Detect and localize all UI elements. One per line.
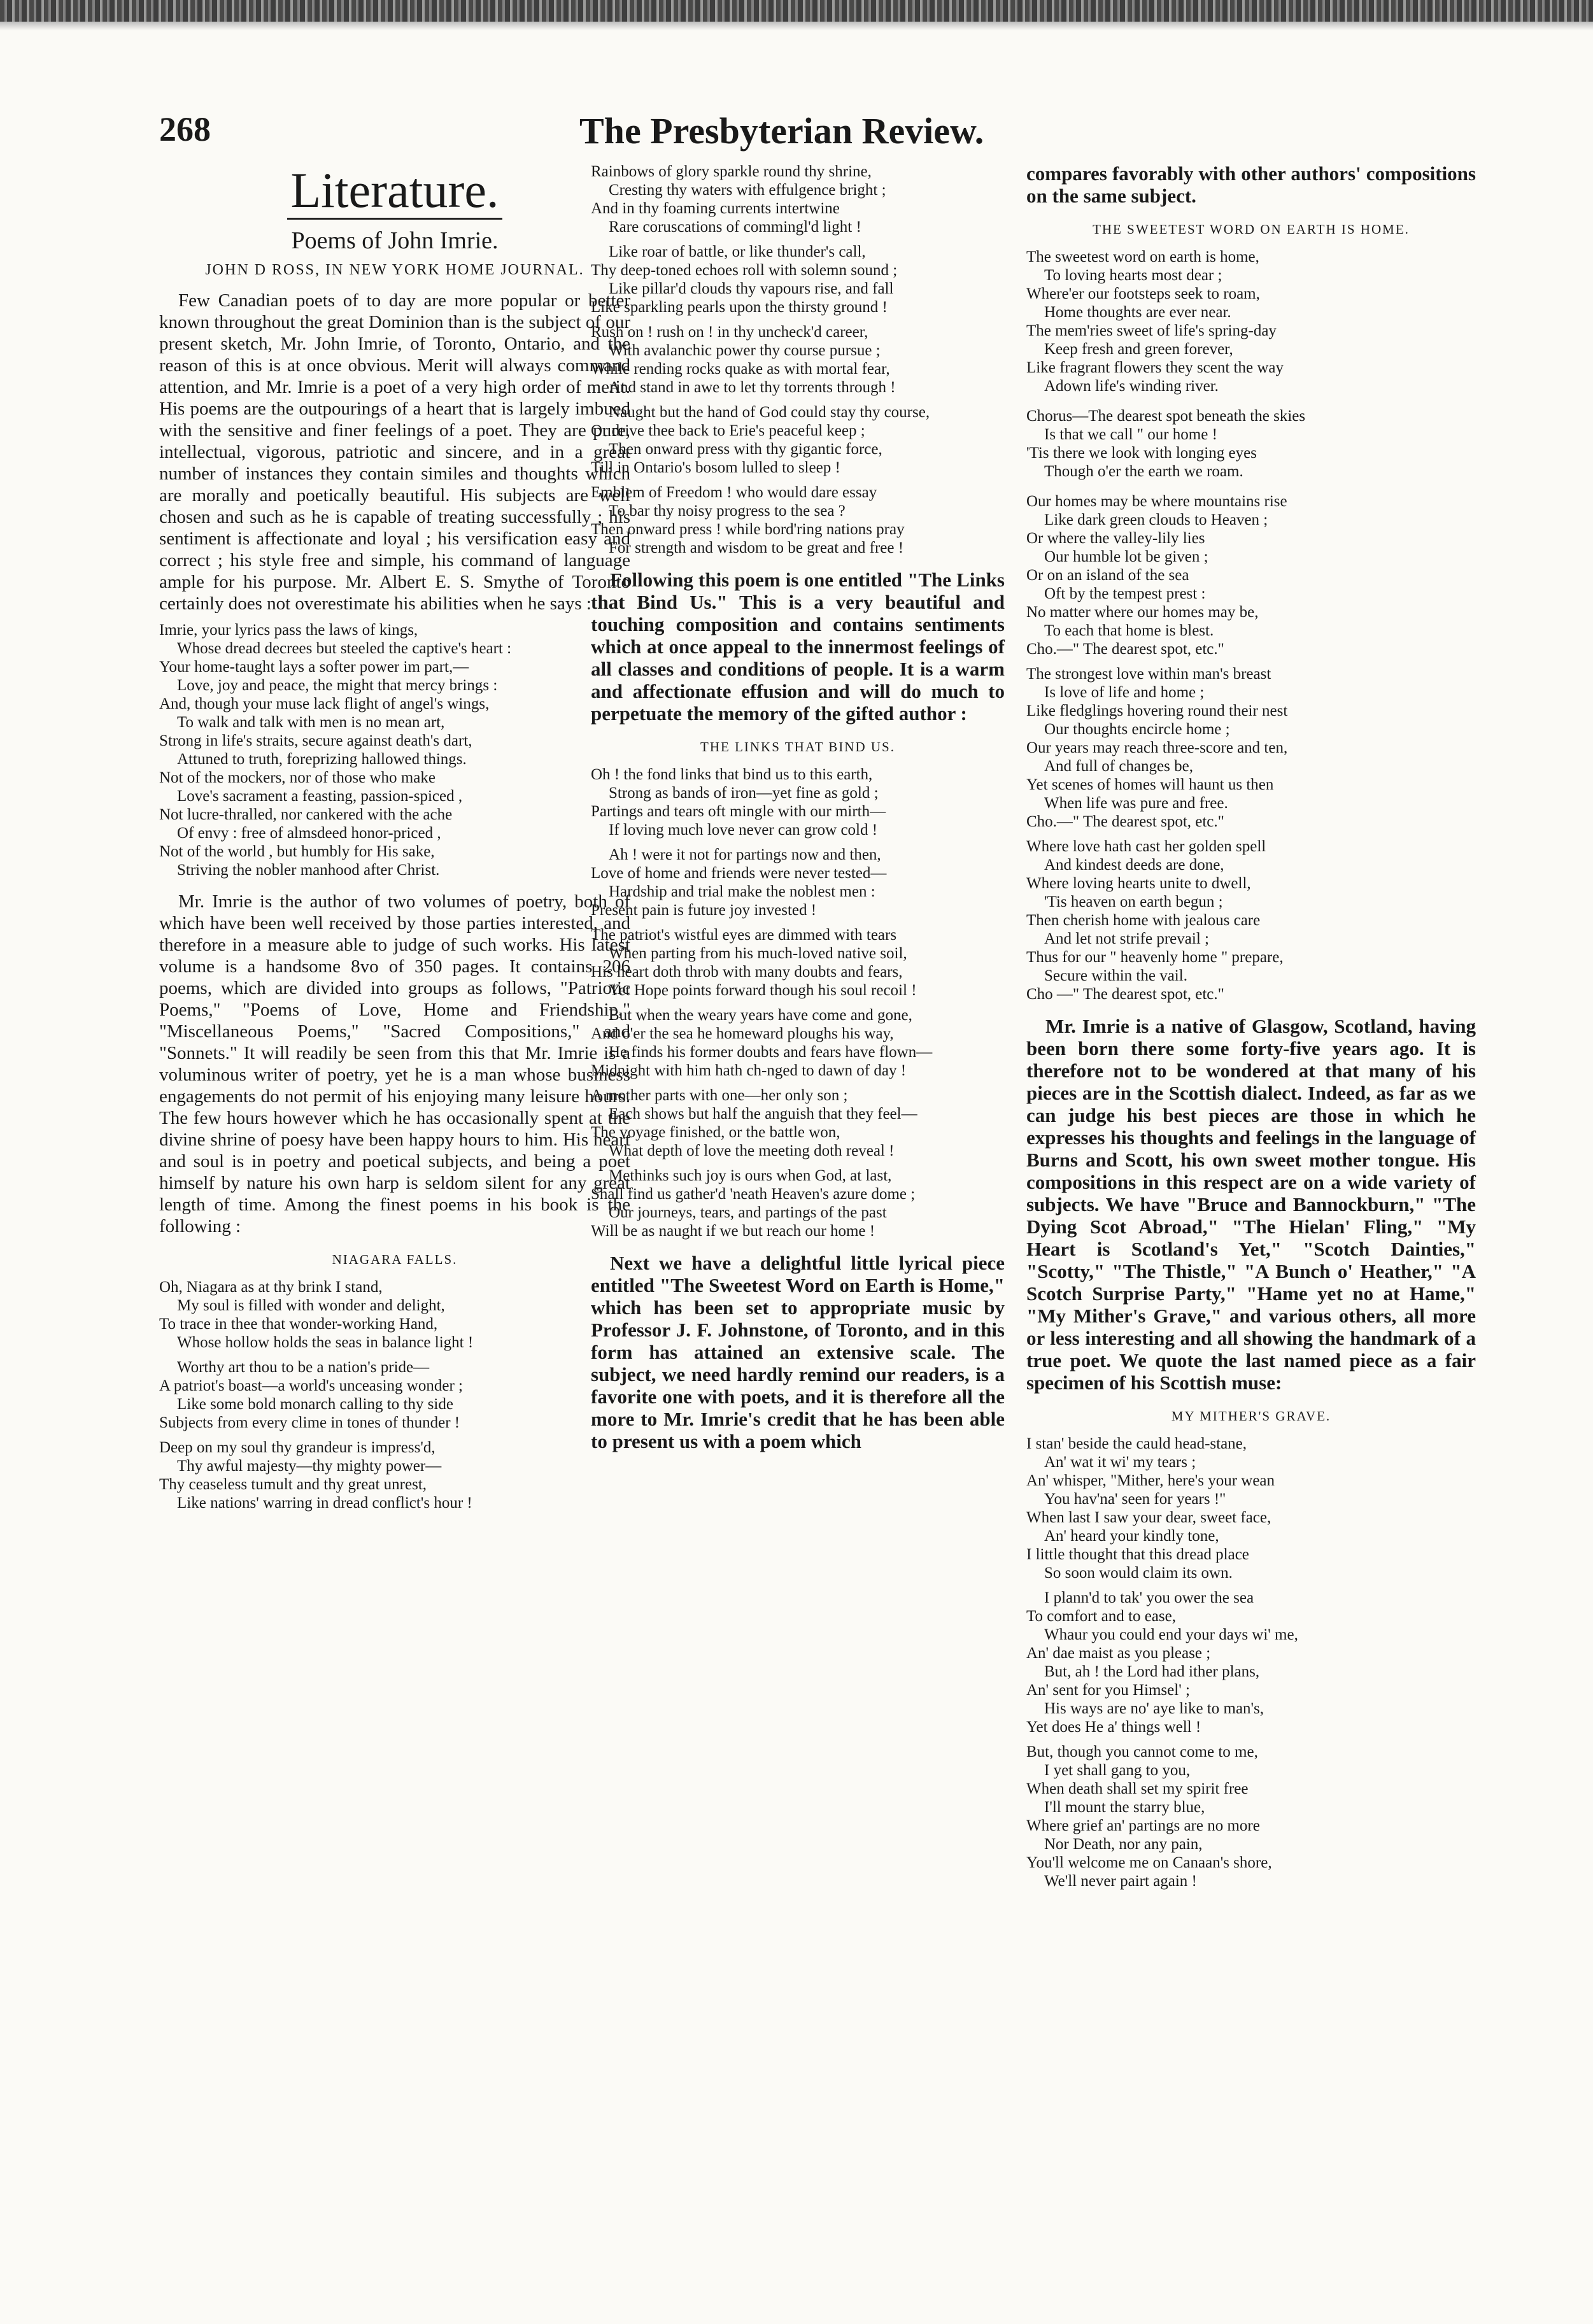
poem-line: His ways are no' aye like to man's, xyxy=(1044,1700,1264,1717)
poem-line: The voyage finished, or the battle won, xyxy=(591,1124,840,1141)
volumes-paragraph: Mr. Imrie is the author of two volumes of poetry, both of which have been well received by those parties interested, and therefore in a measure able to judge of such works. His latest volume is a handsome 8vo of 350 pages. It contains 206 poems, which are divided into groups as follows, "Patriotic Poems," "Poems of Love, Home and Friendship," "Miscellaneous Poems," "Sacred Compositions," and "Sonnets." It will readily be seen from this that Mr. Imrie is a voluminous writer of poetry, yet he is a man whose business engagements do not permit of his enjoying many leisure hours. The few hours however which he has occasionally spent at the divine shrine of poesy have been happy hours to him. His heart and soul is in poetry and poetical subjects, and being a poet himself by nature his own harp is seldom silent for any great length of time. Among the finest poems in his book is the following : xyxy=(159,891,630,1236)
poem-line: Then onward press ! while bord'ring nations pray xyxy=(591,521,905,538)
poem-line: Methinks such joy is ours when God, at last, xyxy=(609,1167,892,1184)
poem-line: Or where the valley-lily lies xyxy=(1026,530,1205,547)
poem-line: Will be as naught if we but reach our home ! xyxy=(591,1222,875,1240)
poem-line: Striving the nobler manhood after Christ. xyxy=(177,861,440,879)
poem-line: Like nations' warring in dread conflict's hour ! xyxy=(177,1494,472,1512)
poem-line: When parting from his much-loved native soil, xyxy=(609,945,907,962)
section-heading: Literature. xyxy=(159,162,630,218)
poem-line: Midnight with him hath ch-nged to dawn of day ! xyxy=(591,1062,907,1079)
poem-line: Subjects from every clime in tones of thunder ! xyxy=(159,1414,460,1431)
poem-line: To bar thy noisy progress to the sea ? xyxy=(609,502,846,520)
poem-line: Whose dread decrees but steeled the captive's heart : xyxy=(177,640,512,657)
poem-line xyxy=(591,477,1005,483)
poem-line: The sweetest word on earth is home, xyxy=(1026,248,1259,266)
poem-line xyxy=(591,919,1005,926)
poem-line: Where'er our footsteps seek to roam, xyxy=(1026,285,1260,302)
poem-niagara-continued xyxy=(591,162,1005,557)
poem-line: Worthy art thou to be a nation's pride— xyxy=(177,1359,430,1376)
poem-line: To each that home is blest. xyxy=(1044,622,1214,639)
poem-line: But when the weary years have come and gone, xyxy=(609,1007,912,1024)
poem-line: And stand in awe to let thy torrents through ! xyxy=(609,379,896,396)
poem-line: Though o'er the earth we roam. xyxy=(1044,463,1243,480)
sweetest-intro-paragraph: Next we have a delightful little lyrical piece entitled "The Sweetest Word on Earth is Home," which has been set to appropriate music by Professor J. F. Johnstone, of Toronto, and in this form has attained an extensive scale. The subject, we need hardly remind our readers, is a favorite one with poets, and it is therefore all the more to Mr. Imrie's credit that he has been able to present us with a poem which xyxy=(591,1252,1005,1452)
poem-line xyxy=(591,397,1005,403)
poem-line: Cho —" The dearest spot, etc." xyxy=(1026,986,1224,1003)
poem-line: Rare coruscations of commingl'd light ! xyxy=(609,218,861,236)
poem-line: Our years may reach three-score and ten, xyxy=(1026,739,1288,756)
poem-line: Yet Hope points forward though his soul recoil ! xyxy=(609,982,917,999)
poem-line: Like roar of battle, or like thunder's call, xyxy=(609,243,866,260)
poem-line: To walk and talk with men is no mean art, xyxy=(177,714,445,731)
poem-line: Yet scenes of homes will haunt us then xyxy=(1026,776,1274,793)
poem-line: With avalanchic power thy course pursue ; xyxy=(609,342,881,359)
poem-line: While rending rocks quake as with mortal fear, xyxy=(591,360,890,378)
poem-line: I little thought that this dread place xyxy=(1026,1546,1249,1563)
poem-line: Our thoughts encircle home ; xyxy=(1044,721,1230,738)
poem-sweetest xyxy=(1026,248,1476,395)
journal-title: The Presbyterian Review. xyxy=(579,110,984,152)
poem-line xyxy=(591,236,1005,243)
poem-line: An' wat it wi' my tears ; xyxy=(1044,1454,1196,1471)
poem-line: Like fledglings hovering round their nest xyxy=(1026,702,1288,719)
poem-line: Oft by the tempest prest : xyxy=(1044,585,1206,602)
poem-line: Whaur you could end your days wi' me, xyxy=(1044,1626,1298,1643)
poem-line: And o'er the sea he homeward ploughs his way, xyxy=(591,1025,894,1042)
poem-line: If loving much love never can grow cold ! xyxy=(609,821,878,839)
poem-line: Like sparkling pearls upon the thirsty ground ! xyxy=(591,299,888,316)
poem-line xyxy=(1026,1736,1476,1743)
poem-line: Like fragrant flowers they scent the way xyxy=(1026,359,1284,376)
poem-line: Then onward press with thy gigantic force, xyxy=(609,441,882,458)
poem-line: Is love of life and home ; xyxy=(1044,684,1205,701)
poem-line: And, though your muse lack flight of angel's wings, xyxy=(159,695,490,712)
poem-line: Or on an island of the sea xyxy=(1026,567,1189,584)
poem-grave xyxy=(1026,1435,1476,1890)
poem-line: He finds his former doubts and fears have flown— xyxy=(609,1044,933,1061)
poem-line: I plann'd to tak' you ower the sea xyxy=(1044,1589,1254,1606)
poem-line: Your home-taught lays a softer power im part,— xyxy=(159,658,469,676)
poem-line xyxy=(1026,658,1476,665)
article-byline: JOHN D ROSS, IN NEW YORK HOME JOURNAL. xyxy=(205,262,584,278)
poem-line: But, though you cannot come to me, xyxy=(1026,1743,1258,1761)
poem-line: Or drive thee back to Erie's peaceful keep ; xyxy=(591,422,865,439)
poem-line: Deep on my soul thy grandeur is impress'd, xyxy=(159,1439,435,1456)
poem-line: No matter where our homes may be, xyxy=(1026,604,1259,621)
poem-line: And in thy foaming currents intertwine xyxy=(591,200,840,217)
intro-paragraph: Few Canadian poets of to day are more popular or better known throughout the great Dominion than is the subject of our present sketch, Mr. John Imrie, of Toronto, Ontario, and the reason of this is at once obvious. Merit will always command attention, and Mr. Imrie is a poet of a very high order of merit. His poems are the outpourings of a heart that is largely imbued with the sensitive and finer feelings of a poet. They are pure, intellectual, vigorous, patriotic and sincere, and in a great number of instances they contain similes and thoughts which are morally and poetically beautiful. His subjects are well chosen and such as he is capable of treating successfully ; his sentiment is affectionate and loyal ; his versification easy and correct ; his style free and simple, his command of language ample for his purpose. Mr. Albert E. S. Smythe of Toronto certainly does not overestimate his abilities when he says : xyxy=(159,290,630,614)
poem-line: Yet does He a' things well ! xyxy=(1026,1718,1201,1736)
poem-line: I'll mount the starry blue, xyxy=(1044,1799,1205,1816)
poem-line: For strength and wisdom to be great and free ! xyxy=(609,539,904,556)
poem-sweetest-continued xyxy=(1026,492,1476,1003)
poem-line: An' heard your kindly tone, xyxy=(1044,1527,1219,1545)
poem-line: So soon would claim its own. xyxy=(1044,1564,1233,1582)
smythe-sonnet xyxy=(159,621,630,879)
poem-line: Where loving hearts unite to dwell, xyxy=(1026,875,1251,892)
poem-line: Cho.—" The dearest spot, etc." xyxy=(1026,641,1224,658)
poem-line: To comfort and to ease, xyxy=(1026,1608,1176,1625)
poem-line: Thy ceaseless tumult and thy great unrest, xyxy=(159,1476,427,1493)
poem-line: Strong in life's straits, secure against death's dart, xyxy=(159,732,472,749)
poem-line: The strongest love within man's breast xyxy=(1026,665,1271,683)
poem-line: Home thoughts are ever near. xyxy=(1044,304,1231,321)
poem-line: A patriot's boast—a world's unceasing wonder ; xyxy=(159,1377,463,1394)
poem-line xyxy=(591,316,1005,323)
poem-line: Till in Ontario's bosom lulled to sleep ! xyxy=(591,459,840,476)
poem-line: Oh ! the fond links that bind us to this earth, xyxy=(591,766,873,783)
poem-line: Whose hollow holds the seas in balance light ! xyxy=(177,1334,474,1351)
poem-title-niagara: NIAGARA FALLS. xyxy=(332,1252,458,1267)
poem-line: Then cherish home with jealous care xyxy=(1026,912,1261,929)
poem-links xyxy=(591,765,1005,1240)
poem-line: Is that we call " our home ! xyxy=(1044,426,1217,443)
poem-line: Love, joy and peace, the might that mercy brings : xyxy=(177,677,498,694)
poem-line: Like dark green clouds to Heaven ; xyxy=(1044,511,1268,528)
poem-line: And full of changes be, xyxy=(1044,758,1193,775)
poem-line: But, ah ! the Lord had ither plans, xyxy=(1044,1663,1260,1680)
poem-line: Where love hath cast her golden spell xyxy=(1026,838,1266,855)
glasgow-paragraph: Mr. Imrie is a native of Glasgow, Scotland, having been born there some forty-five years ago. It is therefore not to be wondered at that many of his pieces are in the Scottish dialect. Indeed, as far as we can judge his best pieces are those in which he expresses his thoughts and feelings in the language of Burns and Scott, his own sweet mother tongue. His compositions in this respect are on a wide variety of subjects. We have "Bruce and Bannockburn," "The Dying Scot Abroad," "The Hielan' Fling," "My Heart is Scotland's Yet," "Scotch Dainties," "Scotty," "The Thistle," "A Bunch o' Heather," "A Scotch Surprise Party," "Hame yet no at Hame," "My Mither's Grave," and various others, all more or less interesting and all showing the handmark of a true poet. We quote the last named piece as a fair specimen of his Scottish muse: xyxy=(1026,1015,1476,1394)
poem-line: Love's sacrament a feasting, passion-spiced , xyxy=(177,788,463,805)
column-1 xyxy=(159,162,630,1524)
poem-line: Not lucre-thralled, nor cankered with the ache xyxy=(159,806,453,823)
poem-line: Not of the mockers, nor of those who make xyxy=(159,769,435,786)
column-2 xyxy=(591,162,1005,1459)
poem-line: 'Tis there we look with longing eyes xyxy=(1026,444,1257,462)
article-title: Poems of John Imrie. xyxy=(291,227,499,254)
poem-line: Cresting thy waters with effulgence bright ; xyxy=(609,181,886,199)
poem-line xyxy=(159,1352,630,1358)
poem-sweetest-chorus xyxy=(1026,407,1476,481)
poem-line xyxy=(159,1432,630,1438)
poem-line: Of envy : free of almsdeed honor-priced , xyxy=(177,825,441,842)
poem-line: Chorus—The dearest spot beneath the skies xyxy=(1026,407,1306,425)
poem-line: Our journeys, tears, and partings of the past xyxy=(609,1204,887,1221)
links-intro-paragraph: Following this poem is one entitled "The Links that Bind Us." This is a very beautiful and touching composition and contains sentiments which at once appeal to the innermost feelings of all classes and conditions of people. It is a warm and affectionate effusion and will do much to perpetuate the memory of the gifted author : xyxy=(591,569,1005,725)
poem-line: Adown life's winding river. xyxy=(1044,378,1219,395)
poem-line: Shall find us gather'd 'neath Heaven's azure dome ; xyxy=(591,1186,916,1203)
poem-line: Not of the world , but humbly for His sake, xyxy=(159,843,435,860)
poem-line: Our humble lot be given ; xyxy=(1044,548,1208,565)
poem-line: An' dae maist as you please ; xyxy=(1026,1645,1211,1662)
poem-line: Like some bold monarch calling to thy side xyxy=(177,1396,453,1413)
poem-line: Our homes may be where mountains rise xyxy=(1026,493,1287,510)
poem-title-links: THE LINKS THAT BIND US. xyxy=(700,739,895,755)
poem-line: I yet shall gang to you, xyxy=(1044,1762,1191,1779)
poem-line: Attuned to truth, foreprizing hallowed things. xyxy=(177,751,467,768)
compares-paragraph: compares favorably with other authors' compositions on the same subject. xyxy=(1026,162,1476,207)
poem-line xyxy=(1026,831,1476,837)
poem-line: You'll welcome me on Canaan's shore, xyxy=(1026,1854,1272,1871)
poem-line: Cho.—" The dearest spot, etc." xyxy=(1026,813,1224,830)
poem-line: His heart doth throb with many doubts and fears, xyxy=(591,963,903,981)
poem-line: Where grief an' partings are no more xyxy=(1026,1817,1260,1834)
poem-niagara xyxy=(159,1278,630,1512)
poem-line xyxy=(1026,1582,1476,1589)
poem-line: Strong as bands of iron—yet fine as gold ; xyxy=(609,784,879,802)
poem-line: Emblem of Freedom ! who would dare essay xyxy=(591,484,877,501)
poem-line: Thy awful majesty—thy mighty power— xyxy=(177,1457,442,1475)
poem-line xyxy=(591,839,1005,846)
poem-line: When life was pure and free. xyxy=(1044,795,1228,812)
poem-line: Love of home and friends were never tested— xyxy=(591,865,887,882)
column-3 xyxy=(1026,162,1476,1902)
poem-title-grave: MY MITHER'S GRAVE. xyxy=(1171,1408,1331,1424)
poem-line: Thus for our " heavenly home " prepare, xyxy=(1026,949,1284,966)
poem-line: Keep fresh and green forever, xyxy=(1044,341,1233,358)
poem-line: Each shows but half the anguish that they feel— xyxy=(609,1105,917,1123)
poem-line: Nor Death, nor any pain, xyxy=(1044,1836,1203,1853)
poem-line: And let not strife prevail ; xyxy=(1044,930,1209,947)
poem-line: 'Tis heaven on earth begun ; xyxy=(1044,893,1223,910)
poem-line: And kindest deeds are done, xyxy=(1044,856,1224,874)
poem-line: The mem'ries sweet of life's spring-day xyxy=(1026,322,1277,339)
top-print-shadow xyxy=(0,22,1593,31)
poem-line: The patriot's wistful eyes are dimmed with tears xyxy=(591,926,897,944)
poem-line: Present pain is future joy invested ! xyxy=(591,902,817,919)
poem-line: Hardship and trial make the noblest men : xyxy=(609,883,875,900)
poem-line: I stan' beside the cauld head-stane, xyxy=(1026,1435,1247,1452)
page-number: 268 xyxy=(159,110,211,148)
poem-line: We'll never pairt again ! xyxy=(1044,1873,1197,1890)
poem-line: Thy deep-toned echoes roll with solemn sound ; xyxy=(591,262,898,279)
poem-line xyxy=(591,1000,1005,1006)
poem-line: Imrie, your lyrics pass the laws of kings, xyxy=(159,621,418,639)
poem-line: When death shall set my spirit free xyxy=(1026,1780,1249,1797)
poem-line: Partings and tears oft mingle with our mirth— xyxy=(591,803,886,820)
poem-line: An' sent for you Himsel' ; xyxy=(1026,1682,1190,1699)
poem-line: My soul is filled with wonder and delight, xyxy=(177,1297,445,1314)
poem-line xyxy=(591,1160,1005,1166)
poem-line: To loving hearts most dear ; xyxy=(1044,267,1222,284)
poem-line: An' whisper, "Mither, here's your wean xyxy=(1026,1472,1275,1489)
poem-line: What depth of love the meeting doth reveal ! xyxy=(609,1142,895,1159)
page-header xyxy=(159,110,1012,160)
poem-line: Naught but the hand of God could stay thy course, xyxy=(609,404,930,421)
poem-line: You hav'na' seen for years !" xyxy=(1044,1491,1226,1508)
poem-line: Oh, Niagara as at thy brink I stand, xyxy=(159,1279,383,1296)
poem-line: A mother parts with one—her only son ; xyxy=(591,1087,848,1104)
poem-line: Rush on ! rush on ! in thy uncheck'd career, xyxy=(591,323,868,341)
poem-line: Secure within the vail. xyxy=(1044,967,1187,984)
poem-line: Rainbows of glory sparkle round thy shrine, xyxy=(591,163,872,180)
poem-line: Ah ! were it not for partings now and then, xyxy=(609,846,881,863)
poem-line: When last I saw your dear, sweet face, xyxy=(1026,1509,1271,1526)
poem-line: Like pillar'd clouds thy vapours rise, and fall xyxy=(609,280,894,297)
poem-title-sweetest: THE SWEETEST WORD ON EARTH IS HOME. xyxy=(1093,222,1410,237)
poem-line xyxy=(591,1080,1005,1086)
poem-line: To trace in thee that wonder-working Hand, xyxy=(159,1315,438,1333)
top-print-border xyxy=(0,0,1593,22)
